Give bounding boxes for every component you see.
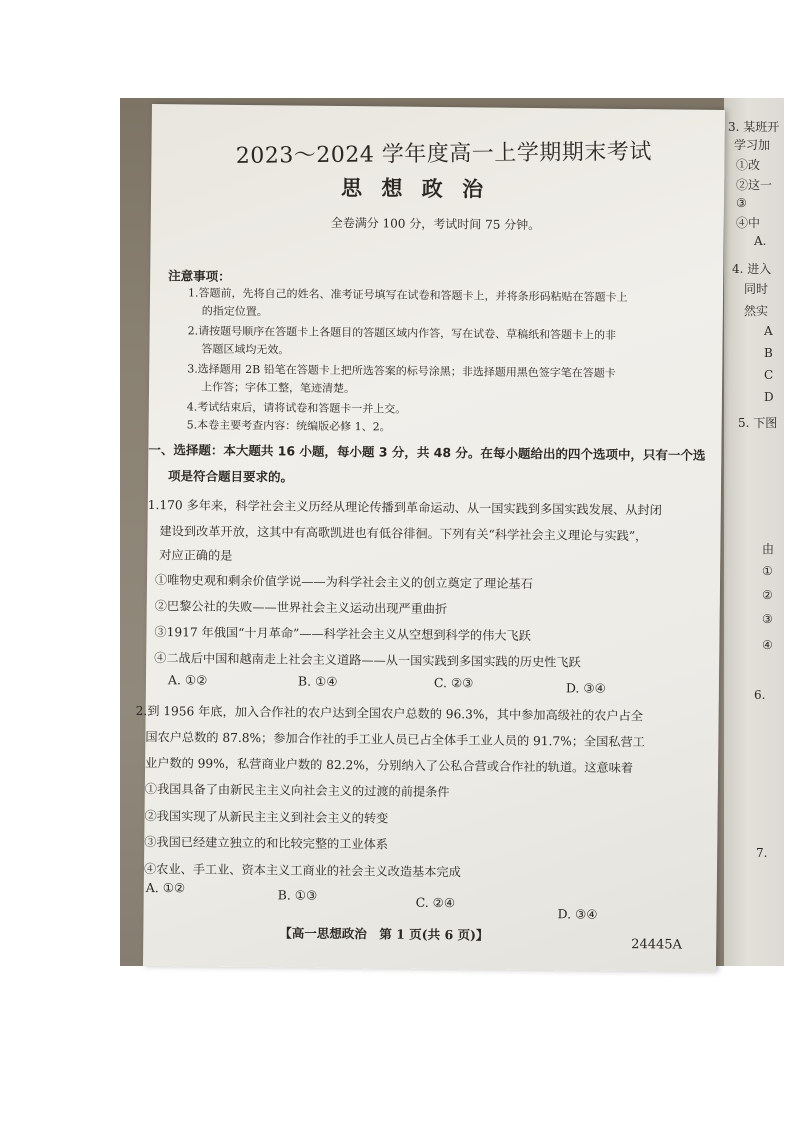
q2-statement: ④农业、手工业、资本主义工商业的社会主义改造基本完成 [143, 861, 461, 880]
q1-stem-line: 对应正确的是 [159, 548, 233, 563]
edge-text: 4. 进入 [732, 262, 772, 276]
edge-text: D [764, 390, 774, 404]
q1-stem-line: 1.170 多年来，科学社会主义历经从理论传播到革命运动、从一国实践到多国实践发展、从封闭 [147, 497, 662, 518]
page-photo [120, 98, 780, 966]
q1-option-d: D. ③④ [565, 680, 606, 696]
edge-text: ②这一 [736, 178, 773, 192]
page-footer: 【高一思想政治 第 1 页(共 6 页)】 [279, 925, 489, 943]
edge-text: 同时 [744, 282, 769, 296]
edge-text: ① [762, 564, 773, 578]
exam-subject: 思 想 政 治 [341, 174, 490, 202]
section-heading [148, 440, 706, 490]
edge-text: 6. [754, 688, 766, 702]
edge-text: ③ [736, 196, 747, 210]
q2-statement: ②我国实现了从新民主主义到社会主义的转变 [144, 808, 389, 826]
edge-text: A [764, 324, 773, 338]
section-line: 一、选择题：本大题共 16 小题，每小题 3 分，共 48 分。在每小题给出的四个选项中，只有一个选 [148, 441, 706, 463]
edge-text: 3. 某班开 [728, 120, 780, 134]
note-line: 3.选择题用 2B 铅笔在答题卡上把所选答案的标号涂黑；非选择题用黑色签字笔在答题卡 [187, 362, 616, 380]
edge-text: A. [754, 234, 767, 248]
q1-statement: ③1917 年俄国“十月革命”——科学社会主义从空想到科学的伟大飞跃 [154, 625, 531, 643]
edge-text: 7. [756, 846, 768, 860]
note-line: 上作答；字体工整，笔迹清楚。 [200, 380, 356, 396]
edge-text: ①改 [736, 158, 761, 172]
exam-sheet [135, 104, 725, 972]
section-line: 项是符合题目要求的。 [168, 468, 294, 485]
q2-stem-line: 2.到 1956 年底，加入合作社的农户达到全国农户总数的 96.3%，其中参加高级社的农户占全 [135, 703, 644, 724]
q2-statement: ①我国具备了由新民主主义向社会主义的过渡的前提条件 [144, 781, 450, 800]
edge-text: 由 [762, 542, 775, 556]
next-page-edge [724, 98, 784, 966]
edge-text: C [764, 368, 774, 382]
q2-stem-line: 业户数的 99%，私营商业户数的 82.2%，分别纳入了公私合营或合作社的轨道。这意味着 [145, 755, 634, 776]
note-line: 答题区域均无效。 [201, 342, 290, 357]
note-line: 1.答题前，先将自己的姓名、准考证号填写在试卷和答题卡上，并将条形码粘贴在答题卡上 [187, 286, 628, 304]
edge-text: ④中 [736, 216, 761, 230]
note-line: 2.请按题号顺序在答题卡上各题目的答题区域内作答，写在试卷、草稿纸和答题卡上的非 [187, 324, 617, 342]
q2-option-d: D. ③④ [557, 906, 598, 922]
edge-text: 5. 下图 [738, 416, 778, 430]
q1-statement: ②巴黎公社的失败——世界社会主义运动出现严重曲折 [154, 599, 448, 617]
q1-option-b: B. ①④ [297, 673, 338, 689]
note-line: 的指定位置。 [201, 304, 268, 319]
note-line: 5.本卷主要考查内容：统编版必修 1、2。 [186, 418, 391, 434]
q2-statement: ③我国已经建立独立的和比较完整的工业体系 [144, 834, 389, 852]
notes-heading: 注意事项： [168, 268, 231, 284]
q2-option-a: A. ①② [145, 879, 186, 896]
edge-text: 然实 [744, 304, 769, 318]
q2-stem-line: 国农户总数的 87.8%；参加合作社的手工业人员已占全体手工业人员的 91.7%；全国私营工 [145, 729, 645, 750]
full-mark-note: 全卷满分 100 分，考试时间 75 分钟。 [330, 215, 541, 233]
paper-code: 24445A [631, 937, 683, 953]
q2-option-c: C. ②④ [415, 894, 456, 911]
exam-title: 2023～2024 学年度高一上学期期末考试 [235, 139, 652, 169]
edge-text: ④ [762, 638, 773, 652]
q2-option-b: B. ①③ [277, 887, 318, 903]
q1-option-a: A. ①② [167, 672, 208, 688]
edge-text: ③ [762, 612, 773, 626]
q1-option-c: C. ②③ [433, 674, 474, 691]
q1-statement: ①唯物史观和剩余价值学说——为科学社会主义的创立奠定了理论基石 [154, 573, 533, 592]
q1-statement: ④二战后中国和越南走上社会主义道路——从一国实践到多国实践的历史性飞跃 [154, 651, 581, 670]
edge-text: 学习加 [734, 138, 771, 152]
edge-text: B [764, 346, 773, 360]
q1-stem-line: 建设到改革开放，这其中有高歌凯进也有低谷徘徊。下列有关“科学社会主义理论与实践”， [159, 524, 648, 544]
note-line: 4.考试结束后，请将试卷和答题卡一并上交。 [186, 400, 407, 416]
edge-text: ② [762, 588, 773, 602]
